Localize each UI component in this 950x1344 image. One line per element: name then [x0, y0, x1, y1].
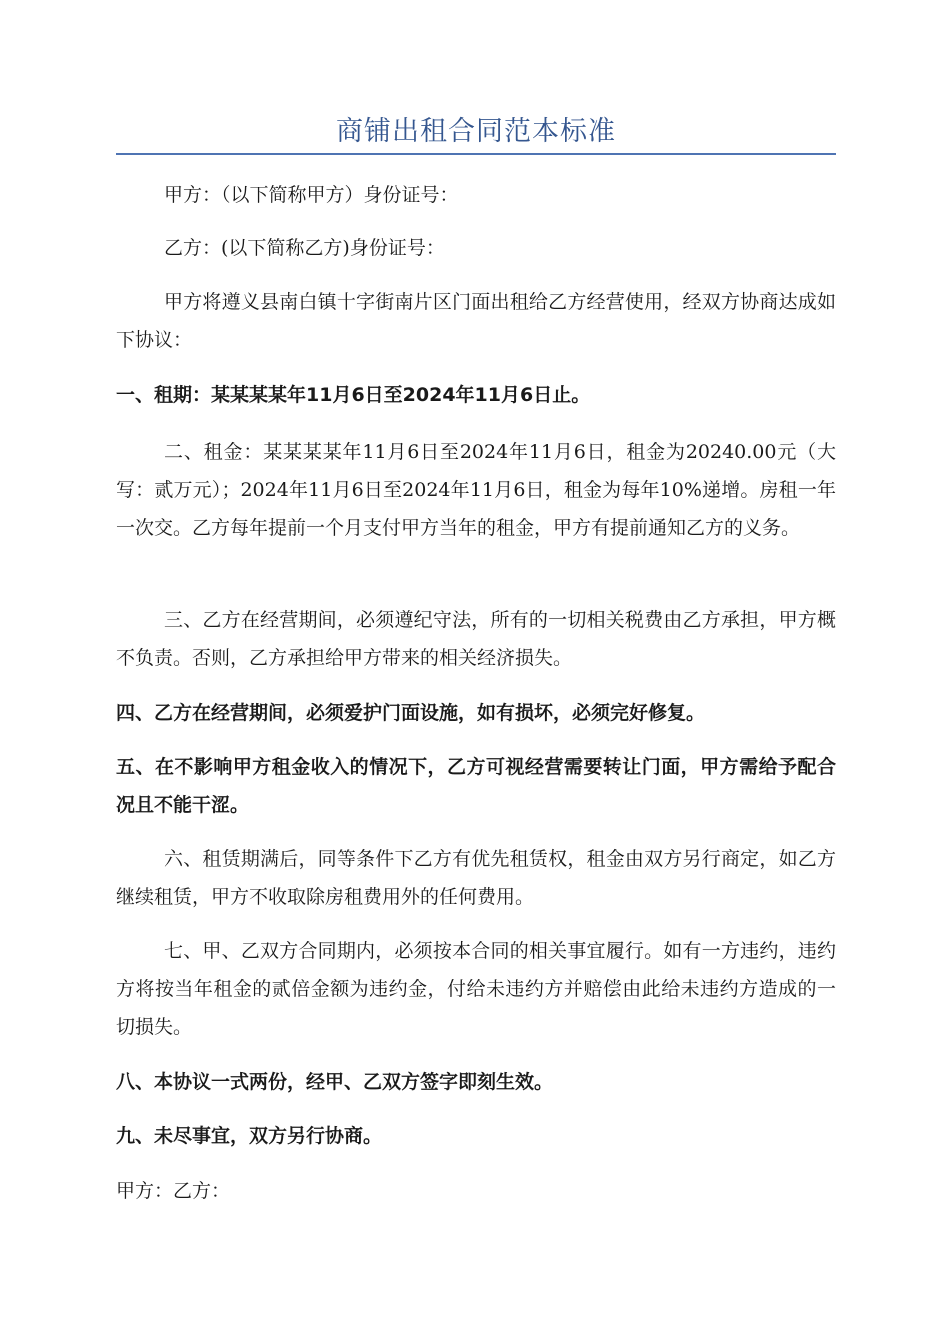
party-a-line: 甲方：（以下简称甲方）身份证号：	[164, 184, 459, 206]
party-b-line: 乙方：(以下简称乙方)身份证号：	[164, 237, 445, 259]
clause-3-taxes: 三、乙方在经营期间，必须遵纪守法，所有的一切相关税费由乙方承担，甲方概不负责。否则，乙方承担给甲方带来的相关经济损失。	[116, 609, 836, 669]
intro-paragraph: 甲方将遵义县南白镇十字街南片区门面出租给乙方经营使用，经双方协商达成如下协议：	[116, 291, 836, 351]
clause-4-facilities: 四、乙方在经营期间，必须爱护门面设施，如有损坏，必须完好修复。	[116, 702, 706, 724]
title-underline	[116, 153, 836, 155]
clause-7-breach: 七、甲、乙双方合同期内，必须按本合同的相关事宜履行。如有一方违约，违约方将按当年租金的贰倍金额为违约金，付给未违约方并赔偿由此给未违约方造成的一切损失。	[116, 940, 836, 1038]
clause-6-renewal: 六、租赁期满后，同等条件下乙方有优先租赁权，租金由双方另行商定，如乙方继续租赁，甲方不收取除房租费用外的任何费用。	[116, 848, 836, 908]
clause-5-transfer: 五、在不影响甲方租金收入的情况下，乙方可视经营需要转让门面，甲方需给予配合况且不能干涩。	[116, 756, 836, 816]
clause-2-rent: 二、租金：某某某某年11月6日至2024年11月6日，租金为20240.00元（大写：贰万元）；2024年11月6日至2024年11月6日，租金为每年10%递增。房租一年一次交。乙方每年提前一个月支付甲方当年的租金，甲方有提前通知乙方的义务。	[116, 441, 836, 539]
clause-9-misc: 九、未尽事宜，双方另行协商。	[116, 1125, 383, 1147]
document-title: 商铺出租合同范本标准	[336, 116, 616, 147]
clause-8-effective: 八、本协议一式两份，经甲、乙双方签字即刻生效。	[116, 1071, 554, 1093]
clause-1-term: 一、租期：某某某某年11月6日至2024年11月6日止。	[116, 384, 591, 406]
signature-line: 甲方：乙方：	[116, 1180, 231, 1202]
